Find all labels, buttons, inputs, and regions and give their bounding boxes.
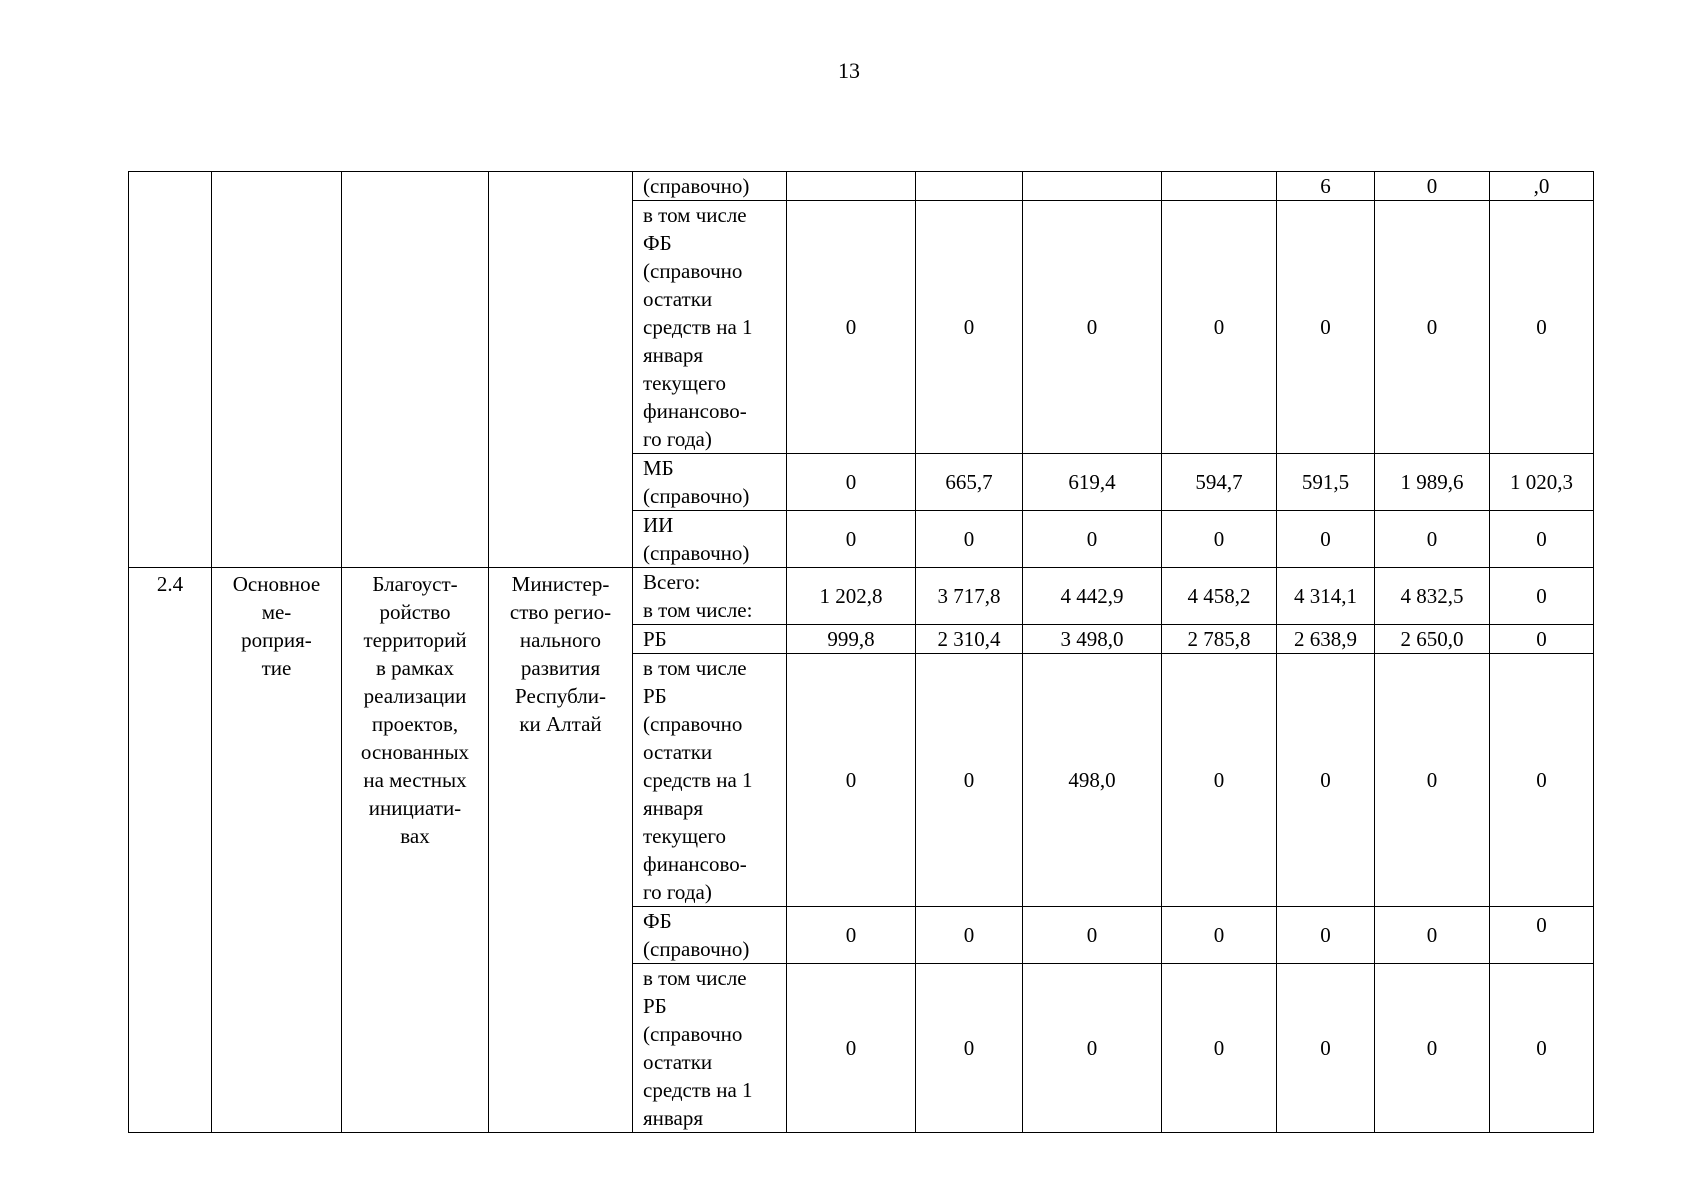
value-cell: 0 xyxy=(1375,172,1490,201)
value-cell: 594,7 xyxy=(1162,454,1277,511)
source-label: в том числе РБ (справочно остатки средств на 1 января текущего финансово- го года) xyxy=(633,654,787,907)
value-cell: 0 xyxy=(787,907,916,964)
item-number: 2.4 xyxy=(129,568,212,1133)
value-cell: 0 xyxy=(916,511,1023,568)
value-cell: 665,7 xyxy=(916,454,1023,511)
value-cell: 0 xyxy=(787,654,916,907)
value-cell: 0 xyxy=(1023,511,1162,568)
value-cell xyxy=(787,172,916,201)
value-cell: 999,8 xyxy=(787,625,916,654)
value-cell: 0 xyxy=(1162,964,1277,1133)
value-cell: 0 xyxy=(1162,907,1277,964)
value-cell: 0 xyxy=(1490,511,1594,568)
value-cell: 0 xyxy=(1023,964,1162,1133)
source-label: Всего: в том числе: xyxy=(633,568,787,625)
value-cell: 0 xyxy=(1277,654,1375,907)
page-number: 13 xyxy=(838,58,860,83)
value-cell: 0 xyxy=(916,201,1023,454)
value-cell: 0 xyxy=(1162,654,1277,907)
value-cell: 0 xyxy=(916,654,1023,907)
value-cell: 2 650,0 xyxy=(1375,625,1490,654)
value-cell: 0 xyxy=(1277,964,1375,1133)
value-cell xyxy=(1162,172,1277,201)
value-cell: 2 638,9 xyxy=(1277,625,1375,654)
value-cell: 3 498,0 xyxy=(1023,625,1162,654)
source-label: РБ xyxy=(633,625,787,654)
value-cell: 3 717,8 xyxy=(916,568,1023,625)
value-cell: 0 xyxy=(787,201,916,454)
value-cell: 0 xyxy=(1162,511,1277,568)
continued-number-cell xyxy=(129,172,212,568)
value-cell: 0 xyxy=(1375,511,1490,568)
value-cell: 0 xyxy=(1490,568,1594,625)
item-executor: Министер- ство регио- нального развития Республи- ки Алтай xyxy=(489,568,633,1133)
value-cell: 2 310,4 xyxy=(916,625,1023,654)
value-cell: 2 785,8 xyxy=(1162,625,1277,654)
value-cell: 0 xyxy=(1490,964,1594,1133)
source-label: в том числе РБ (справочно остатки средств на 1 января xyxy=(633,964,787,1133)
value-cell: 0 xyxy=(1375,907,1490,964)
value-cell: 0 xyxy=(1277,907,1375,964)
value-cell: 0 xyxy=(916,964,1023,1133)
value-cell: 4 832,5 xyxy=(1375,568,1490,625)
value-cell: 0 xyxy=(1162,201,1277,454)
value-cell: 0 xyxy=(1375,201,1490,454)
item-name: Благоуст- ройство территорий в рамках реализации проектов, основанных на местных инициати- вах xyxy=(342,568,489,1133)
value-cell: 0 xyxy=(1490,625,1594,654)
value-cell: 0 xyxy=(1277,201,1375,454)
source-label: (справочно) xyxy=(633,172,787,201)
value-cell: 0 xyxy=(1490,907,1594,964)
value-cell xyxy=(1023,172,1162,201)
value-cell: 498,0 xyxy=(1023,654,1162,907)
budget-table xyxy=(128,171,1594,1133)
table-row xyxy=(129,172,1594,201)
value-cell: 1 202,8 xyxy=(787,568,916,625)
value-cell: ,0 xyxy=(1490,172,1594,201)
value-cell: 0 xyxy=(787,964,916,1133)
value-cell: 0 xyxy=(787,511,916,568)
source-label: МБ (справочно) xyxy=(633,454,787,511)
source-label: в том числе ФБ (справочно остатки средств на 1 января текущего финансово- го года) xyxy=(633,201,787,454)
value-cell: 1 989,6 xyxy=(1375,454,1490,511)
value-cell: 6 xyxy=(1277,172,1375,201)
value-cell: 4 442,9 xyxy=(1023,568,1162,625)
value-cell: 4 458,2 xyxy=(1162,568,1277,625)
value-cell xyxy=(916,172,1023,201)
value-cell: 0 xyxy=(1375,654,1490,907)
value-cell: 0 xyxy=(1277,511,1375,568)
value-cell: 4 314,1 xyxy=(1277,568,1375,625)
continued-type-cell xyxy=(212,172,342,568)
value-cell: 591,5 xyxy=(1277,454,1375,511)
item-type: Основное ме- роприя- тие xyxy=(212,568,342,1133)
value-cell: 619,4 xyxy=(1023,454,1162,511)
value-cell: 0 xyxy=(1023,907,1162,964)
table-row xyxy=(129,568,1594,625)
value-cell: 0 xyxy=(1490,654,1594,907)
value-cell: 0 xyxy=(1023,201,1162,454)
value-cell: 0 xyxy=(1375,964,1490,1133)
value-cell: 0 xyxy=(916,907,1023,964)
value-cell: 1 020,3 xyxy=(1490,454,1594,511)
source-label: ИИ (справочно) xyxy=(633,511,787,568)
continued-executor-cell xyxy=(489,172,633,568)
source-label: ФБ (справочно) xyxy=(633,907,787,964)
value-cell: 0 xyxy=(1490,201,1594,454)
continued-name-cell xyxy=(342,172,489,568)
value-cell: 0 xyxy=(787,454,916,511)
